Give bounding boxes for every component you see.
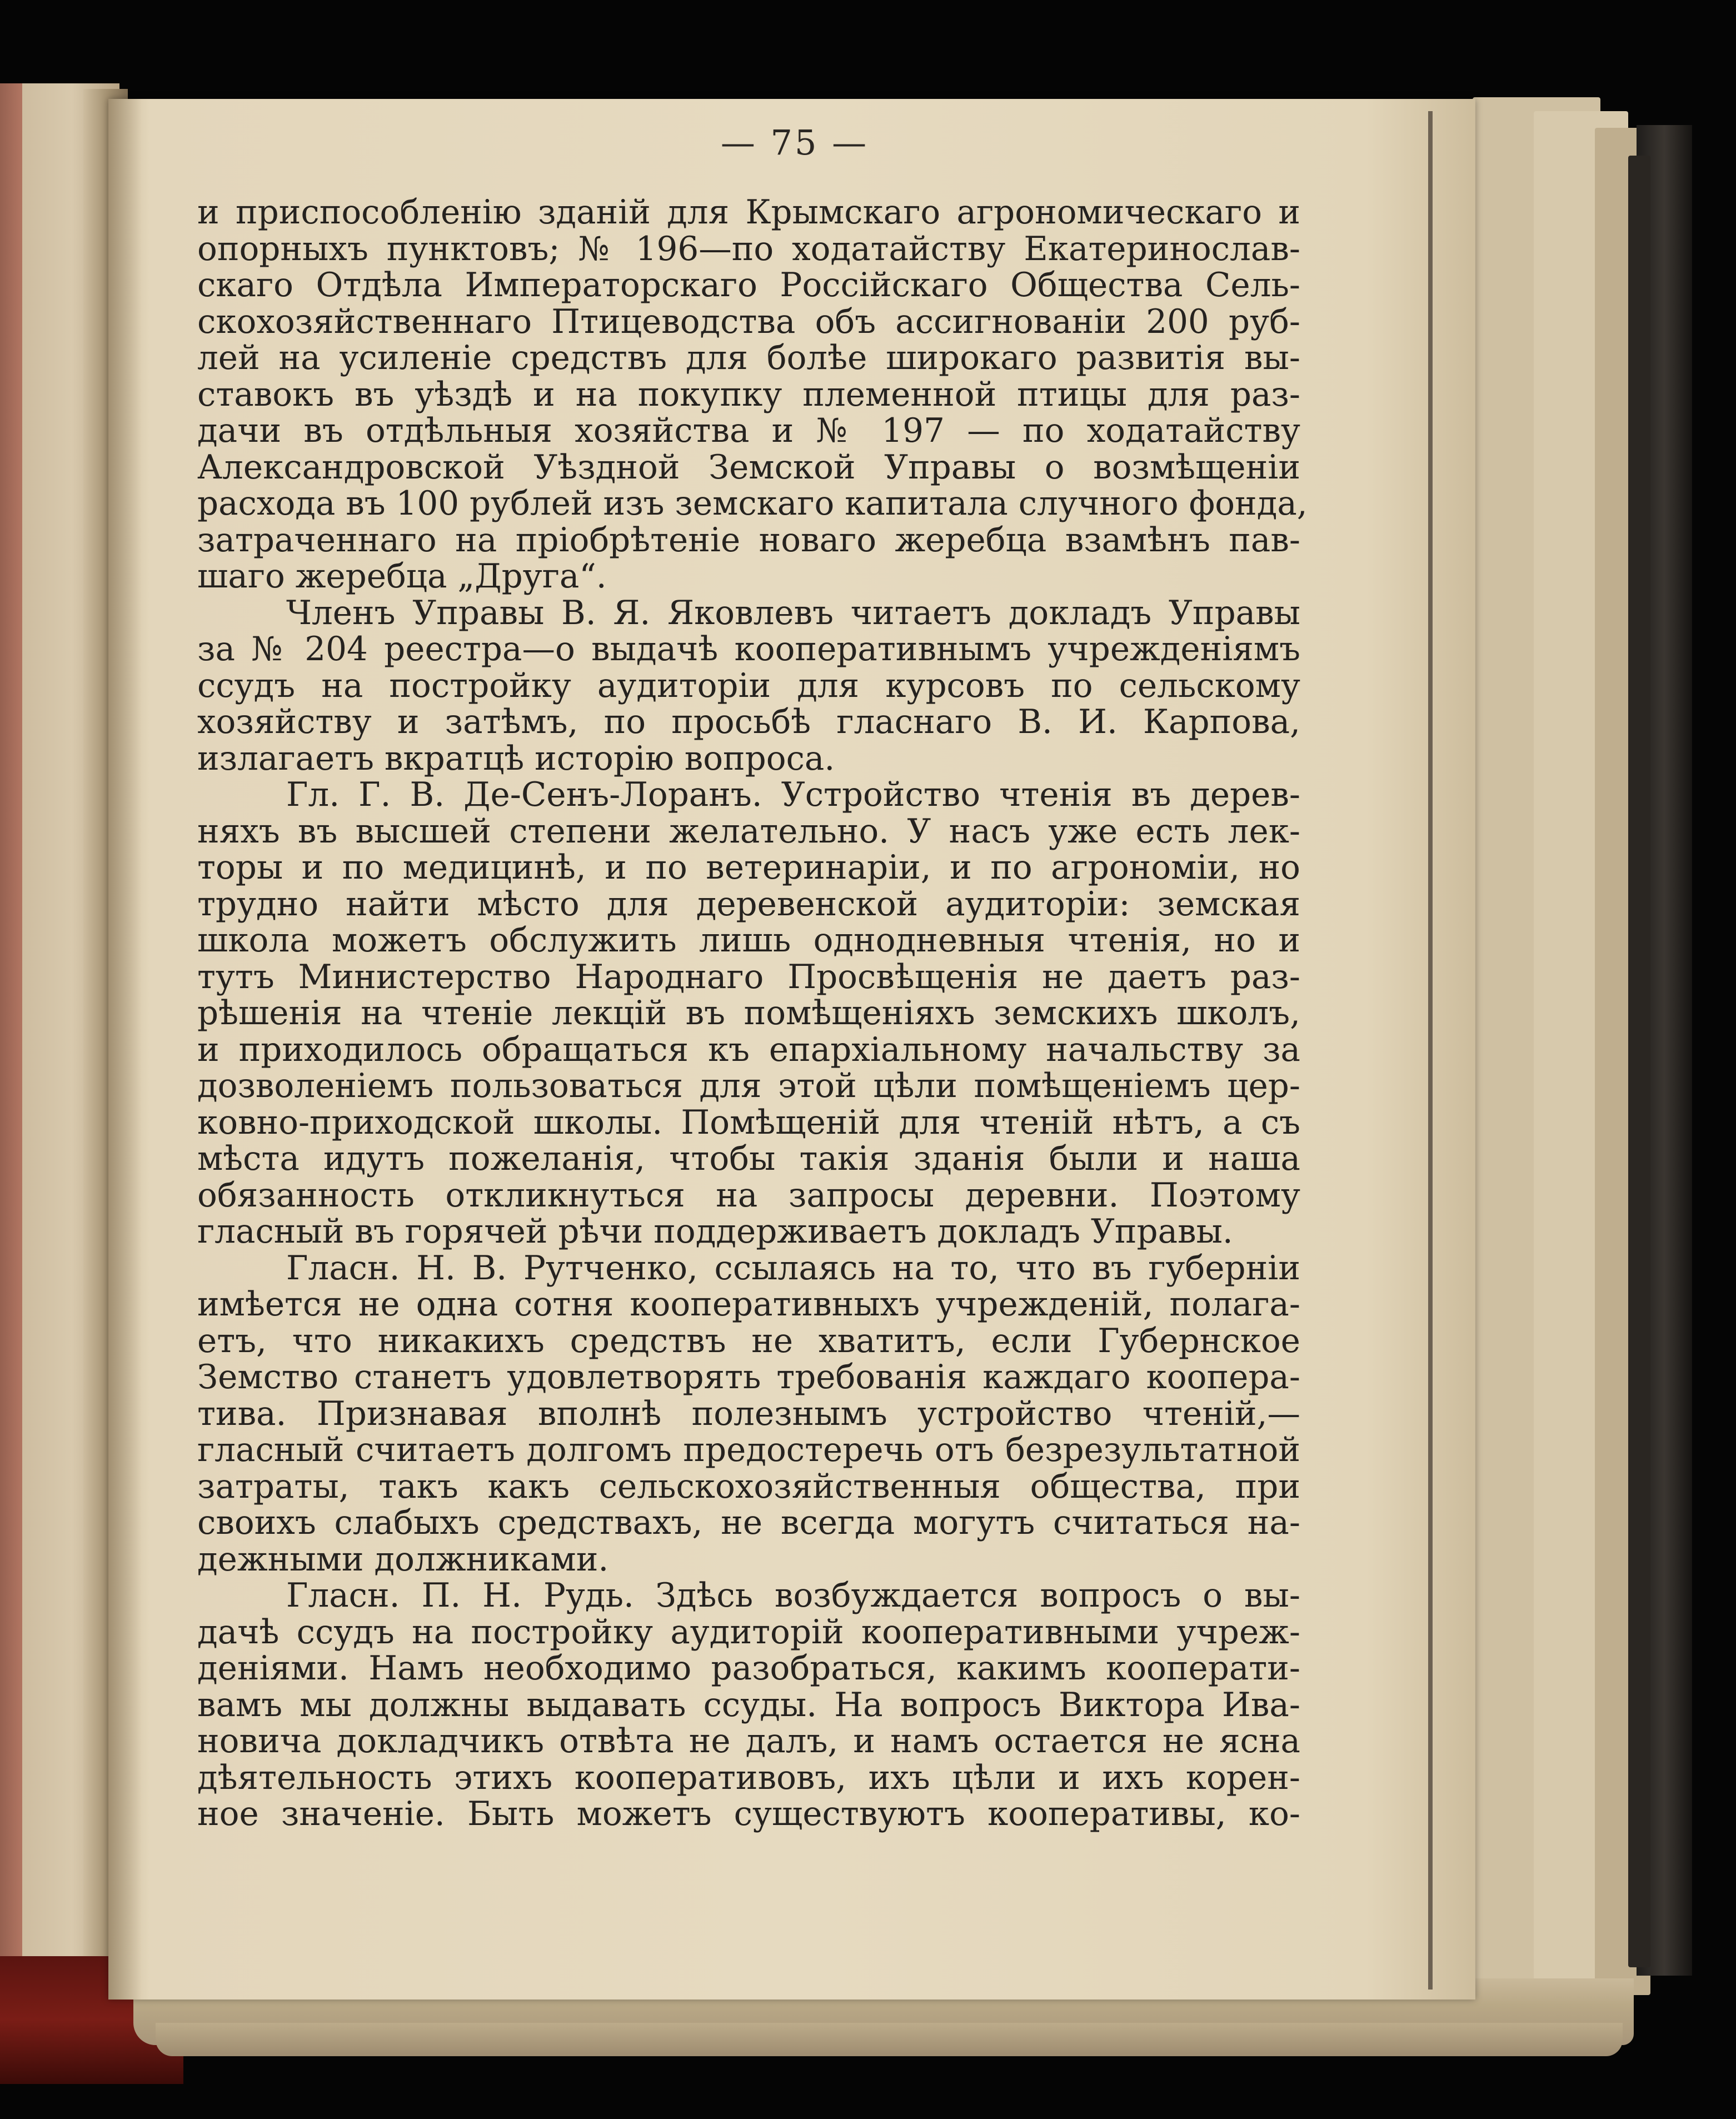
text-line: дозволеніемъ пользоваться для этой цѣли помѣщеніемъ цер- (197, 1067, 1300, 1105)
text-line: Членъ Управы В. Я. Яковлевъ читаетъ докладъ Управы (286, 594, 1300, 632)
text-line: Гл. Г. В. Де-Сенъ-Лоранъ. Устройство чтенія въ дерев- (286, 776, 1300, 814)
cover-edge (0, 83, 22, 1995)
text-line: опорныхъ пунктовъ; № 196—по ходатайству Екатеринослав- (197, 230, 1300, 268)
text-line: хозяйству и затѣмъ, по просьбѣ гласнаго В. И. Карпова, (197, 703, 1300, 741)
text-line: школа можетъ обслужить лишь однодневныя чтенія, но и (197, 921, 1300, 960)
text-line: Александровской Уѣздной Земской Управы о возмѣщеніи (197, 448, 1300, 487)
text-line: за № 204 реестра—о выдачѣ кооперативнымъ учрежденіямъ (197, 630, 1300, 669)
text-line: расхода въ 100 рублей изъ земскаго капитала случного фонда, (197, 485, 1308, 523)
page-bottom-edges (156, 2023, 1623, 2056)
page-stack-edge (1628, 156, 1650, 1967)
page-body-text (197, 193, 1308, 1833)
text-line: трудно найти мѣсто для деревенской аудиторіи: земская (197, 885, 1300, 924)
page-number: — 75 — (720, 122, 869, 163)
text-line: дѣятельность этихъ кооперативовъ, ихъ цѣли и ихъ корен- (197, 1758, 1300, 1797)
text-line: Гласн. Н. В. Рутченко, ссылаясь на то, что въ губерніи (286, 1249, 1300, 1288)
text-line: Земство станетъ удовлетворять требованія каждаго коопера- (197, 1358, 1300, 1397)
text-line: затраченнаго на пріобрѣтеніе новаго жеребца взамѣнъ пав- (197, 521, 1300, 560)
text-line: скохозяйственнаго Птицеводства объ ассигнованіи 200 руб- (197, 302, 1300, 341)
text-line: тутъ Министерство Народнаго Просвѣщенія не даетъ раз- (197, 958, 1300, 996)
text-line: скаго Отдѣла Императорскаго Россійскаго Общества Сель- (197, 266, 1300, 305)
text-line: торы и по медицинѣ, и по ветеринаріи, и по агрономіи, но (197, 849, 1300, 887)
page-gutter-shadow (108, 99, 142, 2000)
text-line: дачи въ отдѣльныя хозяйства и № 197 — по ходатайству (197, 412, 1300, 450)
text-line: шаго жеребца „Друга“. (197, 557, 607, 596)
text-line: лей на усиленіе средствъ для болѣе широкаго развитія вы- (197, 339, 1300, 377)
text-line: Гласн. П. Н. Рудь. Здѣсь возбуждается вопросъ о вы- (286, 1577, 1300, 1615)
text-line: ковно-приходской школы. Помѣщеній для чтеній нѣтъ, а съ (197, 1103, 1300, 1142)
text-line: деніями. Намъ необходимо разобраться, какимъ кооперати- (197, 1649, 1300, 1688)
text-line: и приспособленію зданій для Крымскаго агрономическаго и (197, 193, 1300, 232)
text-line: обязанность откликнуться на запросы деревни. Поэтому (197, 1176, 1300, 1215)
text-line: имѣется не одна сотня кооперативныхъ учрежденій, полага- (197, 1285, 1300, 1324)
text-line: гласный въ горячей рѣчи поддерживаетъ докладъ Управы. (197, 1213, 1233, 1251)
text-line: и приходилось обращаться къ епархіальному начальству за (197, 1030, 1300, 1069)
text-line: гласный считаетъ долгомъ предостеречь отъ безрезультатной (197, 1431, 1300, 1469)
text-line: ссудъ на постройку аудиторіи для курсовъ по сельскому (197, 666, 1300, 705)
text-line: рѣшенія на чтеніе лекцій въ помѣщеніяхъ земскихъ школъ, (197, 994, 1300, 1033)
text-line: вамъ мы должны выдавать ссуды. На вопросъ Виктора Ива- (197, 1686, 1300, 1724)
text-line: новича докладчикъ отвѣта не далъ, и намъ остается не ясна (197, 1722, 1300, 1761)
text-line: мѣста идутъ пожеланія, чтобы такія зданія были и наша (197, 1140, 1300, 1178)
page-fold-line (1428, 111, 1433, 1990)
text-line: дачѣ ссудъ на постройку аудиторій кооперативными учреж- (197, 1613, 1300, 1652)
text-line: няхъ въ высшей степени желательно. У насъ уже есть лек- (197, 812, 1300, 851)
text-line: излагаетъ вкратцѣ исторію вопроса. (197, 739, 835, 778)
text-line: етъ, что никакихъ средствъ не хватитъ, если Губернское (197, 1322, 1300, 1360)
text-line: тива. Признавая вполнѣ полезнымъ устройство чтеній,— (197, 1394, 1300, 1433)
text-line: ставокъ въ уѣздѣ и на покупку племенной птицы для раз- (197, 375, 1300, 414)
text-line: затраты, такъ какъ сельскохозяйственныя общества, при (197, 1467, 1300, 1506)
text-line: своихъ слабыхъ средствахъ, не всегда могутъ считаться на- (197, 1504, 1300, 1542)
text-line: дежными должниками. (197, 1540, 609, 1579)
text-line: ное значеніе. Быть можетъ существуютъ кооперативы, ко- (197, 1795, 1300, 1833)
